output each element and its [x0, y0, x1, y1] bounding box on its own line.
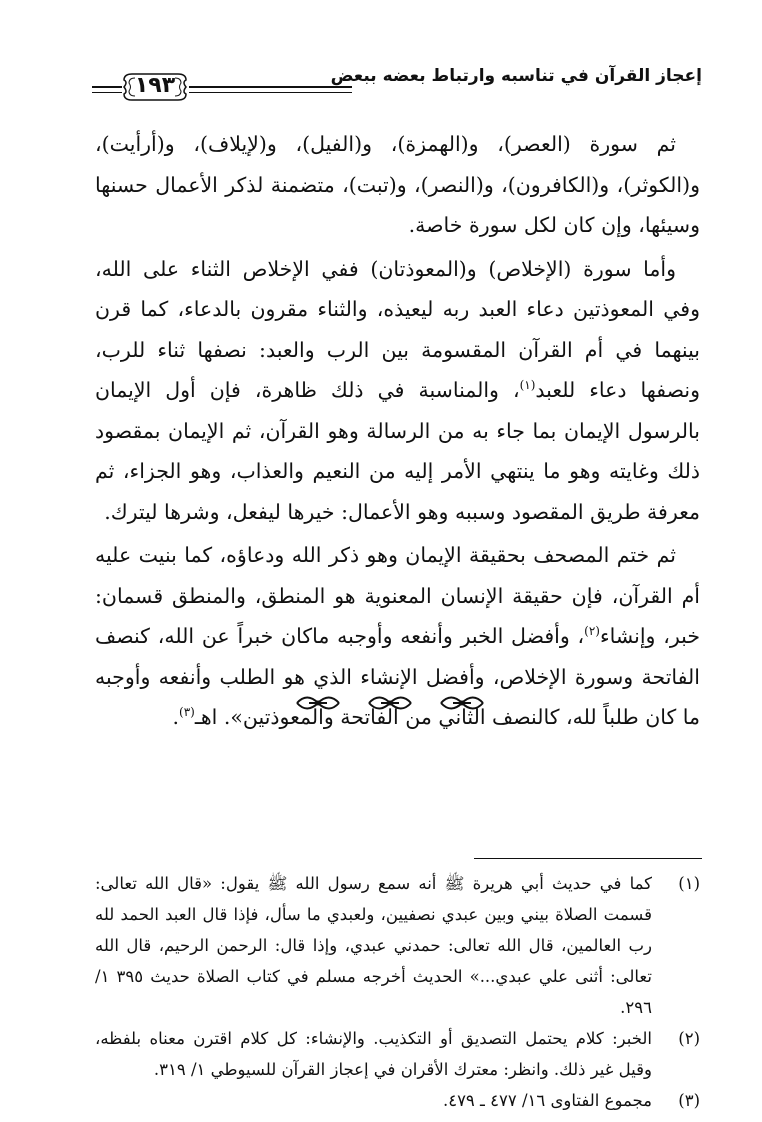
ornament-flourish-icon: [295, 690, 341, 716]
footnote-ref-3[interactable]: (٣): [179, 705, 195, 720]
paragraph-3-text-a: ثم ختم المصحف بحقيقة الإيمان وهو ذكر الله ودعاؤه، كما بنيت عليه أم القرآن، فإن حقيقة الإنسان المعنوية هو المنطق، والمنطق قسمان: خبر، وإنشاء: [95, 543, 701, 648]
footnote-separator: [474, 858, 702, 859]
page-header: [92, 62, 702, 102]
footnote-3: [95, 1085, 700, 1116]
footnote-text: مجموع الفتاوى ١٦/ ٤٧٧ ـ ٤٧٩.: [442, 1091, 652, 1110]
main-text: [95, 124, 700, 738]
paragraph-1: [95, 124, 700, 246]
paragraph-3-text-b: ، وأفضل الخبر وأنفعه وأوجبه ماكان خبراً عن الله، كنصف الفاتحة وسورة الإخلاص، وأفضل الإنشاء الذي هو الطلب وأنفعه وأوجبه ما كان طلباً لله، كالنصف الثاني من الفاتحة والمعوذتين». اهـ: [95, 624, 700, 729]
page-number-badge: [122, 70, 188, 104]
footnote-text: الخبر: كلام يحتمل التصديق أو التكذيب. والإنشاء: كل كلام اقترن معناه بلفظه، وقيل غير ذلك. وانظر: معترك الأقران في إعجاز القرآن للسيوطي ١/ ٣١٩.: [95, 1029, 652, 1079]
footnote-2: [95, 1023, 700, 1085]
footnote-ref-2[interactable]: (٢): [584, 624, 600, 639]
footnote-number: (٢): [678, 1029, 700, 1048]
header-rule-left: [92, 86, 122, 93]
header-rule: [189, 86, 352, 93]
footnotes: [95, 868, 700, 1116]
paragraph-2-text-a: وأما سورة (الإخلاص) و(المعوذتان) ففي الإخلاص الثناء على الله، وفي المعوذتين دعاء العبد ربه ليعيذه، والثناء مقرون بالدعاء، كما قرن بينهما في أم القرآن المقسومة بين الرب والعبد: نصفها ثناء للرب، ونصفها دعاء للعبد: [95, 256, 700, 402]
footnote-1: [95, 868, 700, 1023]
section-ornament: [295, 690, 485, 716]
footnote-number: (٣): [678, 1091, 700, 1110]
paragraph-2-text-b: ، والمناسبة في ذلك ظاهرة، فإن أول الإيمان بالرسول الإيمان بما جاء به من الرسالة وهو القرآن، ثم الإيمان بمقصود ذلك وغايته وهو ما ينتهي الأمر إليه من النعيم والعذاب، وهو الجزاء، ثم معرفة طريق المقصود وسببه وهو الأعمال: خيرها ليفعل، وشرها ليترك.: [95, 378, 700, 524]
ornament-flourish-icon: [367, 690, 413, 716]
paragraph-1-text: ثم سورة (العصر)، و(الهمزة)، و(الفيل)، و(لإيلاف)، و(أرأيت)، و(الكوثر)، و(الكافرون)، و(النصر)، و(تبت)، متضمنة لذكر الأعمال حسنها وسيئها، وإن كان لكل سورة خاصة.: [95, 132, 700, 237]
footnote-number: (١): [678, 874, 700, 893]
footnote-ref-1[interactable]: (١): [519, 378, 536, 393]
paragraph-2: [95, 249, 700, 533]
running-title: إعجاز القرآن في تناسبه وارتباط بعضه ببعض: [330, 66, 702, 86]
page-number: ١٩٣: [134, 73, 176, 98]
footnote-text: كما في حديث أبي هريرة ﷺ أنه سمع رسول الله ﷺ يقول: «قال الله تعالى: قسمت الصلاة بيني وبين عبدي نصفيين، ولعبدي ما سأل، فإذا قال العبد الحمد لله رب العالمين، قال الله تعالى: حمدني عبدي، وإذا قال: الرحمن الرحيم، قال الله تعالى: أثنى علي عبدي...» الحديث أخرجه مسلم في كتاب الصلاة حديث ٣٩٥ ١/ ٢٩٦.: [95, 874, 652, 1017]
paragraph-3-end: .: [172, 705, 180, 729]
ornament-flourish-icon: [439, 690, 485, 716]
